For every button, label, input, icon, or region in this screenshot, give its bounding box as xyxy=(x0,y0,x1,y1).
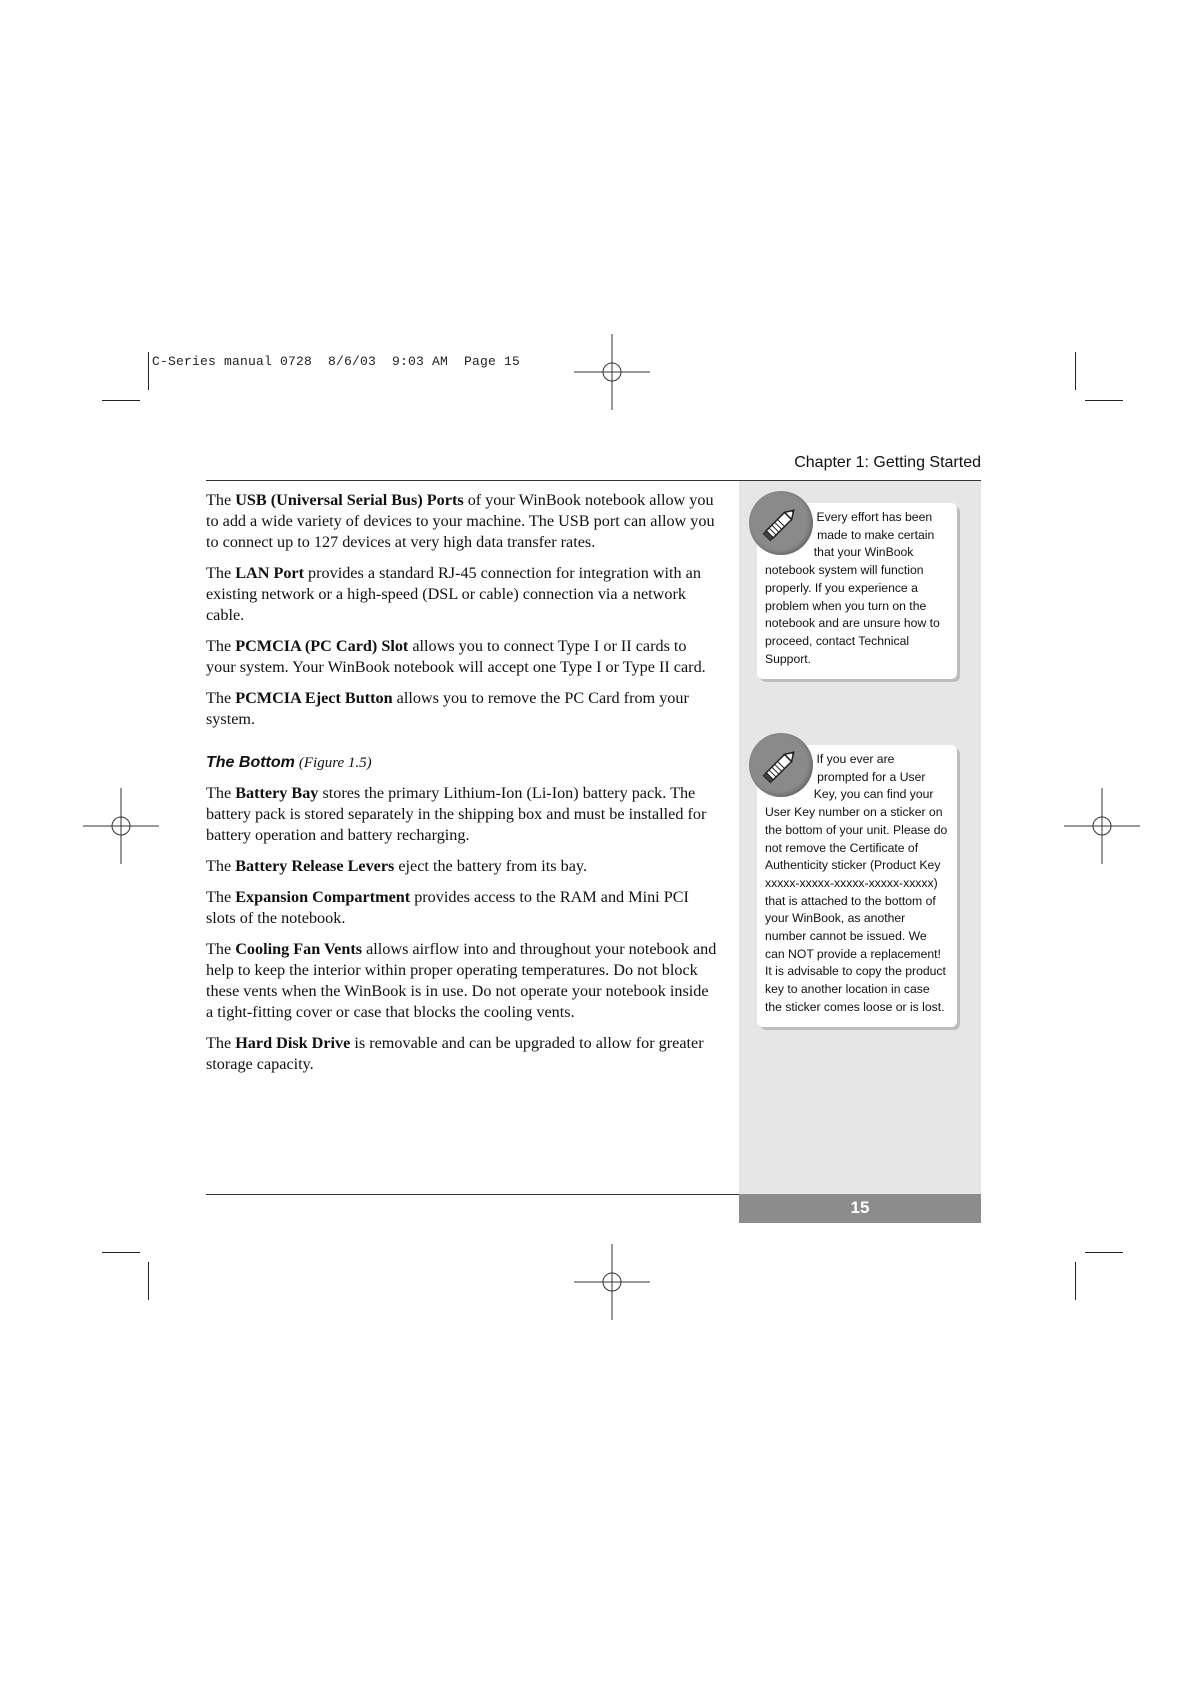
term-hard-disk: Hard Disk Drive xyxy=(235,1034,351,1052)
paragraph-battery-bay: The Battery Bay stores the primary Lithium-Ion (Li-Ion) battery pack. The battery pack is stored separately in the shipping box and must be installed for battery operation and battery recharging. xyxy=(206,784,707,844)
registration-mark-icon xyxy=(574,334,650,410)
term-lan-port: LAN Port xyxy=(235,564,304,582)
paragraph-cooling-vents: The Cooling Fan Vents allows airflow into and throughout your notebook and help to keep the interior within proper operating temperatures. Do not block these vents when the WinBook is in use. Do not operate your notebook inside a tight-fitting cover or case that blocks the cooling vents. xyxy=(206,940,717,1021)
paragraph-hard-disk: The Hard Disk Drive is removable and can be upgraded to allow for greater storage capacity. xyxy=(206,1034,704,1073)
printer-slug: C-Series manual 0728 8/6/03 9:03 AM Page 15 xyxy=(152,354,521,369)
section-heading xyxy=(206,752,718,774)
note-text: If you ever are prompted for a User Key, you can find your User Key number on a sticker on the bottom of your unit. Please do not remove the Certificate of Authenticity sticker (Product Key xxxxx-xxxxx-xxxxx-xxxxx-xxxxx) that is attached to the bottom of your WinBook, as another number cannot be issued. We can NOT provide a replacement! It is advisable to copy the product key to another location in case the sticker comes loose or is lost. xyxy=(765,752,948,1014)
registration-mark-icon xyxy=(83,788,159,864)
main-content xyxy=(206,490,718,1085)
footer-rule xyxy=(206,1194,739,1195)
paragraph-usb-ports: The USB (Universal Serial Bus) Ports of your WinBook notebook allow you to add a wide variety of devices to your machine. The USB port can allow you to connect up to 127 devices at very high data transfer rates. xyxy=(206,491,715,551)
term-pcmcia-slot: PCMCIA (PC Card) Slot xyxy=(235,637,409,655)
registration-mark-icon xyxy=(574,1244,650,1320)
crop-mark xyxy=(1075,352,1076,390)
crop-mark xyxy=(148,1262,149,1300)
section-title: The Bottom xyxy=(206,754,295,771)
crop-mark xyxy=(148,352,149,390)
term-cooling-vents: Cooling Fan Vents xyxy=(235,940,363,958)
paragraph-pcmcia-slot: The PCMCIA (PC Card) Slot allows you to connect Type I or II cards to your system. Your WinBook notebook will accept one Type I or Type II card. xyxy=(206,637,706,676)
crop-mark xyxy=(102,1252,140,1253)
term-battery-bay: Battery Bay xyxy=(235,784,319,802)
sidebar-note-user-key xyxy=(757,745,957,1027)
term-battery-levers: Battery Release Levers xyxy=(235,857,395,875)
registration-mark-icon xyxy=(1064,788,1140,864)
paragraph-battery-levers: The Battery Release Levers eject the battery from its bay. xyxy=(206,857,588,875)
crop-mark xyxy=(1075,1262,1076,1300)
page-number: 15 xyxy=(739,1194,981,1223)
paragraph-pcmcia-eject: The PCMCIA Eject Button allows you to remove the PC Card from your system. xyxy=(206,689,689,728)
pencil-icon xyxy=(749,491,813,555)
paragraph-expansion: The Expansion Compartment provides access to the RAM and Mini PCI slots of the notebook. xyxy=(206,888,689,927)
pencil-icon xyxy=(749,733,813,797)
term-pcmcia-eject: PCMCIA Eject Button xyxy=(235,689,393,707)
crop-mark xyxy=(102,400,140,401)
crop-mark xyxy=(1085,400,1123,401)
crop-mark xyxy=(1085,1252,1123,1253)
chapter-title: Chapter 1: Getting Started xyxy=(794,454,981,471)
note-text: Every effort has been made to make certain that your WinBook notebook system will function properly. If you experience a problem when you turn on the notebook and are unsure how to proceed, contact Technical Support. xyxy=(765,510,940,666)
paragraph-lan-port: The LAN Port provides a standard RJ-45 connection for integration with an existing network or a high-speed (DSL or cable) connection via a network cable. xyxy=(206,564,701,624)
term-expansion: Expansion Compartment xyxy=(235,888,411,906)
term-usb-ports: USB (Universal Serial Bus) Ports xyxy=(235,491,464,509)
sidebar-note-support xyxy=(757,503,957,679)
figure-reference: (Figure 1.5) xyxy=(298,755,372,771)
